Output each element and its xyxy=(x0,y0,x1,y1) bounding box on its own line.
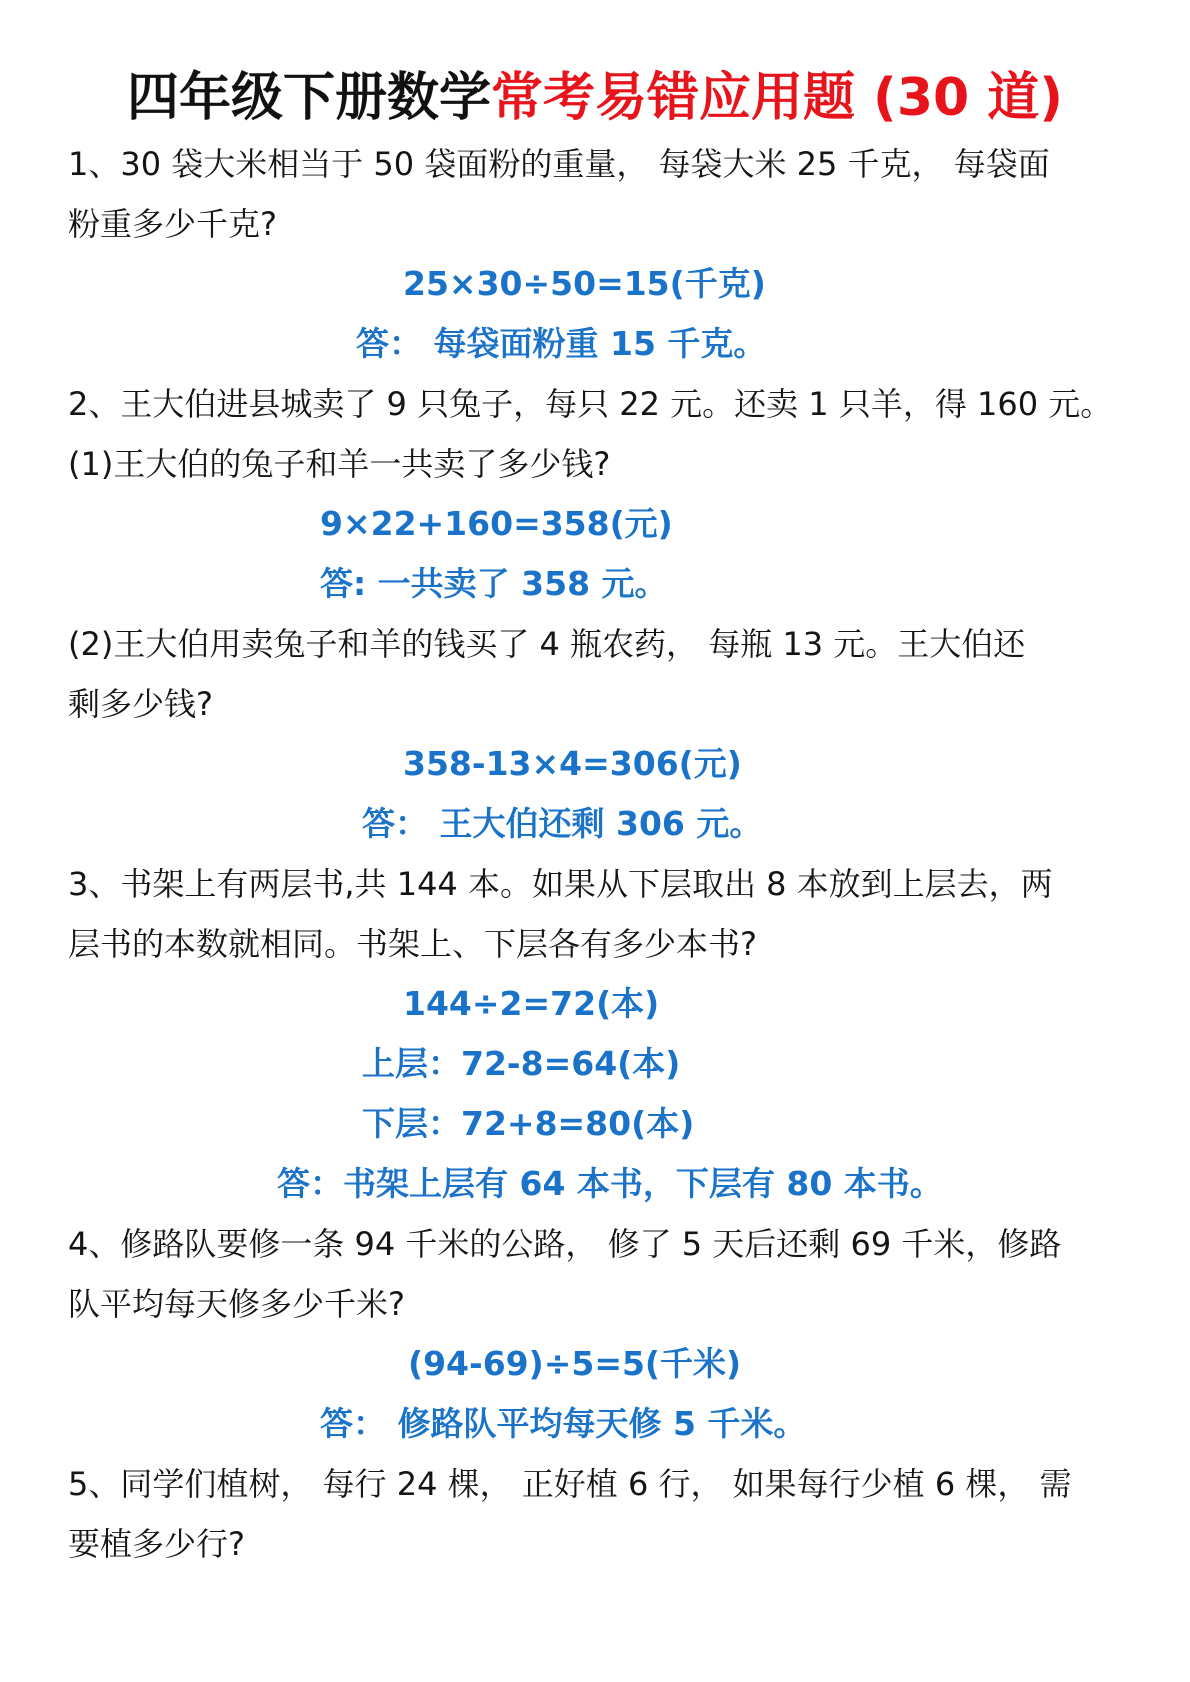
problem-3-equation-upper: 上层：72-8=64(本) xyxy=(362,1044,681,1083)
problem-4-question-line-1: 4、修路队要修一条 94 千米的公路， 修了 5 天后还剩 69 千米，修路 xyxy=(68,1225,1062,1263)
problem-1-equation: 25×30÷50=15(千克) xyxy=(403,264,766,303)
problem-2-question-line-2: (1)王大伯的兔子和羊一共卖了多少钱? xyxy=(68,445,611,483)
problem-1-answer: 答： 每袋面粉重 15 千克。 xyxy=(356,324,767,363)
problem-2-2-question-line-2: 剩多少钱? xyxy=(68,685,213,723)
problem-3-answer: 答：书架上层有 64 本书，下层有 80 本书。 xyxy=(277,1164,943,1203)
problem-4-equation: (94-69)÷5=5(千米) xyxy=(408,1344,742,1383)
problem-3-question-line-2: 层书的本数就相同。书架上、下层各有多少本书? xyxy=(68,925,757,963)
page-title xyxy=(0,62,1190,134)
problem-3-equation-lower: 下层：72+8=80(本) xyxy=(362,1104,695,1143)
problem-3-equation-total: 144÷2=72(本) xyxy=(403,984,660,1023)
problem-2-1-answer: 答: 一共卖了 358 元。 xyxy=(320,564,668,603)
problem-1-question-line-2: 粉重多少千克? xyxy=(68,205,277,243)
problem-2-question-line-1: 2、王大伯进县城卖了 9 只兔子，每只 22 元。还卖 1 只羊，得 160 元。 xyxy=(68,385,1113,423)
problem-2-1-equation: 9×22+160=358(元) xyxy=(320,504,673,543)
problem-1-question-line-1: 1、30 袋大米相当于 50 袋面粉的重量， 每袋大米 25 千克， 每袋面 xyxy=(68,145,1050,183)
problem-2-2-question-line-1: (2)王大伯用卖兔子和羊的钱买了 4 瓶农药， 每瓶 13 元。王大伯还 xyxy=(68,625,1026,663)
problem-2-2-equation: 358-13×4=306(元) xyxy=(403,744,742,783)
title-part-grade: 四年级下册数学 xyxy=(126,68,491,128)
problem-2-2-answer: 答： 王大伯还剩 306 元。 xyxy=(362,804,763,843)
problem-4-question-line-2: 队平均每天修多少千米? xyxy=(68,1285,405,1323)
title-part-topic: 常考易错应用题 (30 道) xyxy=(490,68,1064,128)
problem-5-question-line-2: 要植多少行? xyxy=(68,1525,245,1563)
problem-5-question-line-1: 5、同学们植树， 每行 24 棵， 正好植 6 行， 如果每行少植 6 棵， 需 xyxy=(68,1465,1072,1503)
problem-3-question-line-1: 3、书架上有两层书,共 144 本。如果从下层取出 8 本放到上层去，两 xyxy=(68,865,1053,903)
problem-4-answer: 答： 修路队平均每天修 5 千米。 xyxy=(320,1404,807,1443)
